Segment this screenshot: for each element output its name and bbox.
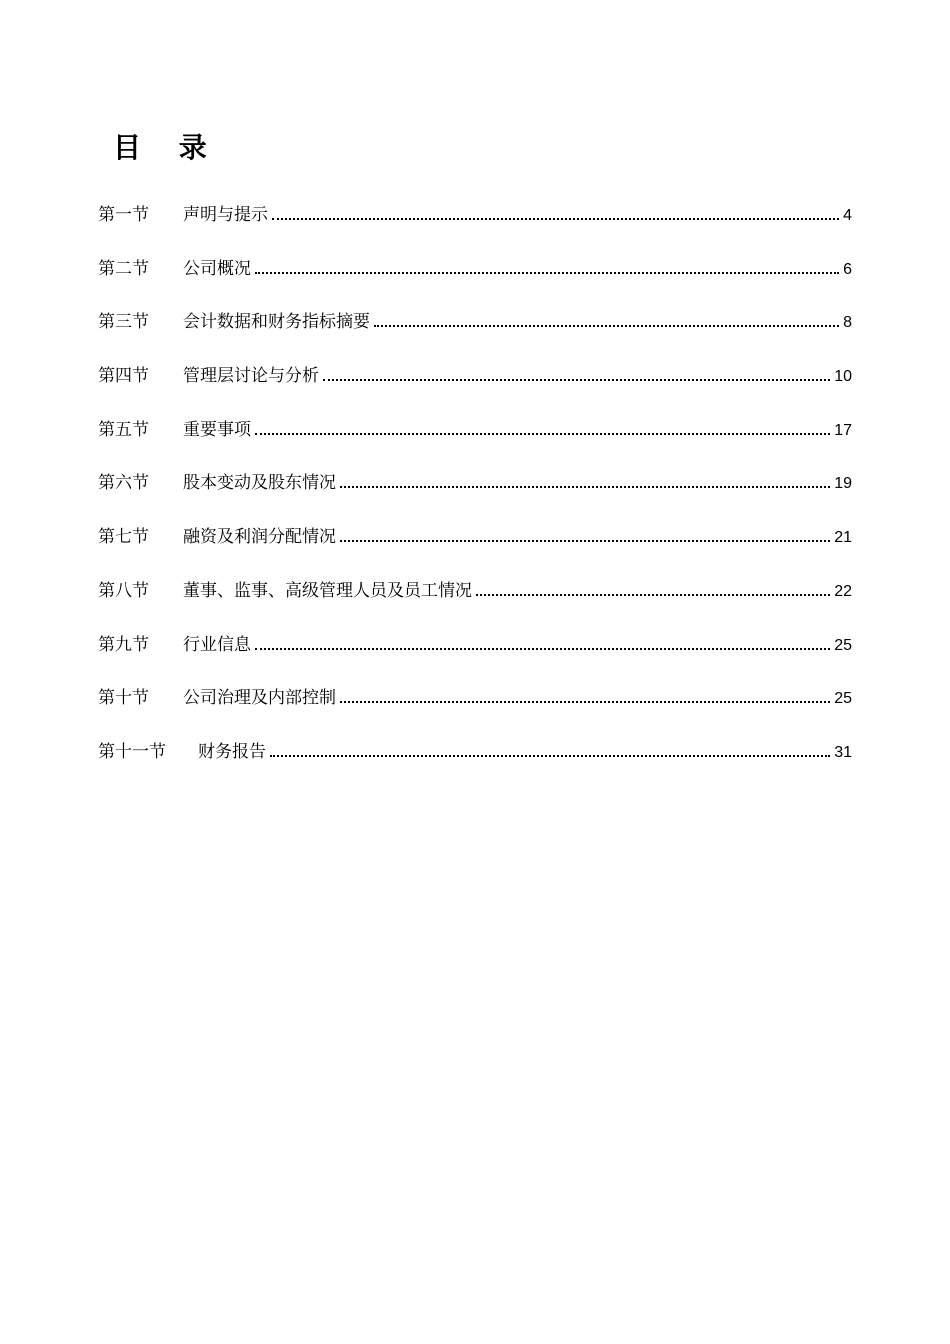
toc-entry (98, 304, 852, 358)
toc-page-number: 19 (834, 475, 852, 493)
toc-page-number: 21 (834, 529, 852, 547)
toc-section-title: 股本变动及股东情况 (183, 473, 336, 494)
toc-section-number: 第八节 (98, 580, 149, 601)
toc-page-number: 4 (843, 207, 852, 224)
toc-section-number: 第六节 (98, 473, 149, 494)
toc-title: 目 录 (113, 131, 221, 164)
toc-list (98, 197, 852, 788)
toc-section-number: 第九节 (98, 634, 149, 655)
toc-section-number: 第五节 (98, 419, 149, 440)
toc-dot-leader (340, 701, 830, 703)
toc-dot-leader (270, 755, 830, 757)
toc-section-title: 公司概况 (183, 258, 251, 279)
toc-dot-leader (255, 433, 830, 435)
toc-entry (98, 465, 852, 519)
toc-section-title: 声明与提示 (183, 205, 268, 225)
toc-page-number: 25 (834, 690, 852, 708)
toc-entry (98, 412, 852, 466)
toc-dot-leader (340, 540, 830, 542)
toc-entry (98, 680, 852, 734)
toc-entry (98, 251, 852, 305)
toc-section-title: 董事、监事、高级管理人员及员工情况 (183, 580, 472, 601)
toc-section-title: 行业信息 (183, 634, 251, 655)
toc-dot-leader (476, 594, 830, 596)
toc-entry (98, 519, 852, 573)
toc-entry (98, 573, 852, 627)
toc-section-title: 财务报告 (198, 741, 266, 762)
toc-section-title: 管理层讨论与分析 (183, 366, 319, 387)
toc-page-number: 10 (834, 368, 852, 386)
toc-section-number: 第二节 (98, 258, 149, 279)
toc-entry (98, 358, 852, 412)
toc-entry (98, 627, 852, 681)
toc-section-title: 会计数据和财务指标摘要 (183, 312, 370, 333)
toc-dot-leader (255, 648, 830, 650)
toc-page-number: 17 (834, 421, 852, 439)
toc-section-title: 重要事项 (183, 419, 251, 440)
toc-page-number: 6 (843, 260, 852, 278)
toc-dot-leader (323, 379, 830, 381)
toc-dot-leader (340, 486, 830, 488)
toc-section-number: 第一节 (98, 205, 149, 225)
toc-section-number: 第十节 (98, 688, 149, 709)
toc-page-number: 8 (843, 314, 852, 332)
toc-entry (98, 197, 852, 251)
toc-section-number: 第十一节 (98, 741, 166, 762)
toc-entry (98, 734, 852, 788)
toc-page-number: 22 (834, 582, 852, 600)
toc-section-number: 第七节 (98, 527, 149, 548)
toc-dot-leader (255, 272, 839, 274)
toc-section-number: 第四节 (98, 366, 149, 387)
toc-page-number: 31 (834, 743, 852, 761)
toc-dot-leader (272, 218, 839, 220)
toc-page-number: 25 (834, 636, 852, 654)
toc-dot-leader (374, 325, 839, 327)
toc-section-title: 融资及利润分配情况 (183, 527, 336, 548)
toc-section-number: 第三节 (98, 312, 149, 333)
toc-section-title: 公司治理及内部控制 (183, 688, 336, 709)
